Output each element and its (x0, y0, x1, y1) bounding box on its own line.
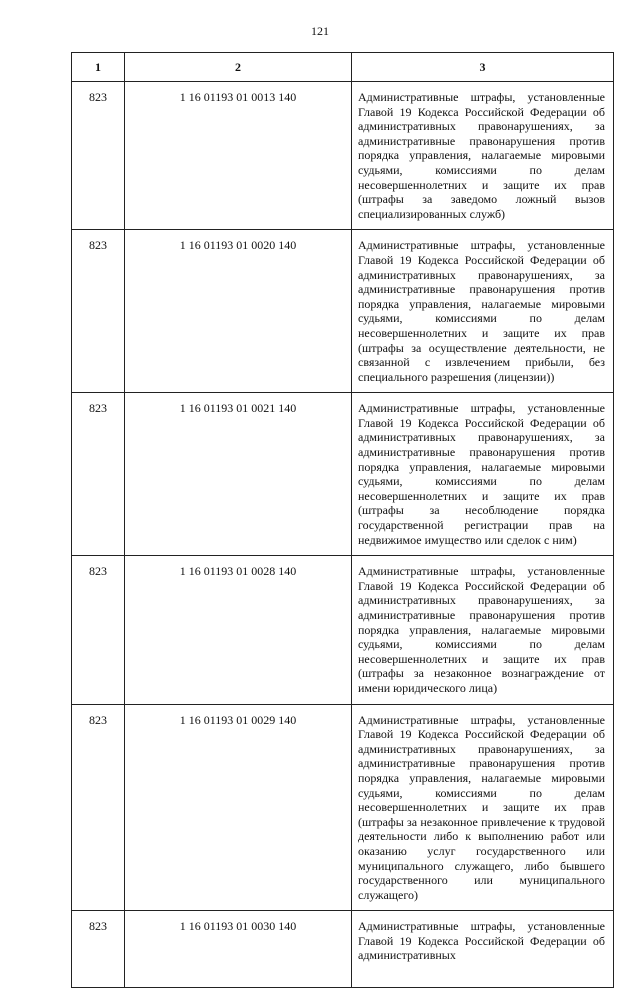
table-row (72, 911, 614, 988)
table-row (72, 393, 614, 556)
kbk-code-cell: 1 16 01193 01 0030 140 (125, 911, 352, 988)
description-cell: Административные штрафы, установленные Главой 19 Кодекса Российской Федерации об административных правонарушениях, за административные правонарушения против порядка управления, налагаемые мировыми судьями, комиссиями по делам несовершеннолетних и защите их прав (штрафы за несоблюдение порядка государственной регистрации прав на недвижимое имущество или сделок с ним) (352, 393, 614, 556)
description-cell: Административные штрафы, установленные Главой 19 Кодекса Российской Федерации об административных правонарушениях, за административные правонарушения против порядка управления, налагаемые мировыми судьями, комиссиями по делам несовершеннолетних и защите их прав (штрафы за незаконное привлечение к трудовой деятельности либо к выполнению работ или оказанию услуг государственного или муниципального служащего, либо бывшего государственного или муниципального служащего) (352, 704, 614, 911)
description-cell: Административные штрафы, установленные Главой 19 Кодекса Российской Федерации об административных правонарушениях, за административные правонарушения против порядка управления, налагаемые мировыми судьями, комиссиями по делам несовершеннолетних и защите их прав (штрафы за заведомо ложный вызов специализированных служб) (352, 82, 614, 230)
admin-code-cell: 823 (72, 230, 125, 393)
description-cell: Административные штрафы, установленные Главой 19 Кодекса Российской Федерации об административных правонарушениях, за административные правонарушения против порядка управления, налагаемые мировыми судьями, комиссиями по делам несовершеннолетних и защите их прав (штрафы за осуществление деятельности, не связанной с извлечением прибыли, без специального разрешения (лицензии)) (352, 230, 614, 393)
admin-code-cell: 823 (72, 704, 125, 911)
description-cell: Административные штрафы, установленные Главой 19 Кодекса Российской Федерации об административных (352, 911, 614, 988)
table-row (72, 82, 614, 230)
table-row (72, 556, 614, 704)
table-header-row (72, 53, 614, 82)
column-header-1: 1 (72, 53, 125, 82)
kbk-code-cell: 1 16 01193 01 0029 140 (125, 704, 352, 911)
kbk-code-cell: 1 16 01193 01 0020 140 (125, 230, 352, 393)
kbk-code-cell: 1 16 01193 01 0028 140 (125, 556, 352, 704)
page-number: 121 (311, 24, 329, 38)
description-cell: Административные штрафы, установленные Главой 19 Кодекса Российской Федерации об административных правонарушениях, за административные правонарушения против порядка управления, налагаемые мировыми судьями, комиссиями по делам несовершеннолетних и защите их прав (штрафы за незаконное вознаграждение от имени юридического лица) (352, 556, 614, 704)
table-row (72, 230, 614, 393)
admin-code-cell: 823 (72, 911, 125, 988)
admin-code-cell: 823 (72, 393, 125, 556)
admin-code-cell: 823 (72, 556, 125, 704)
kbk-code-cell: 1 16 01193 01 0013 140 (125, 82, 352, 230)
table-row (72, 704, 614, 911)
kbk-code-cell: 1 16 01193 01 0021 140 (125, 393, 352, 556)
admin-code-cell: 823 (72, 82, 125, 230)
column-header-3: 3 (352, 53, 614, 82)
revenue-codes-table (71, 52, 614, 988)
column-header-2: 2 (125, 53, 352, 82)
